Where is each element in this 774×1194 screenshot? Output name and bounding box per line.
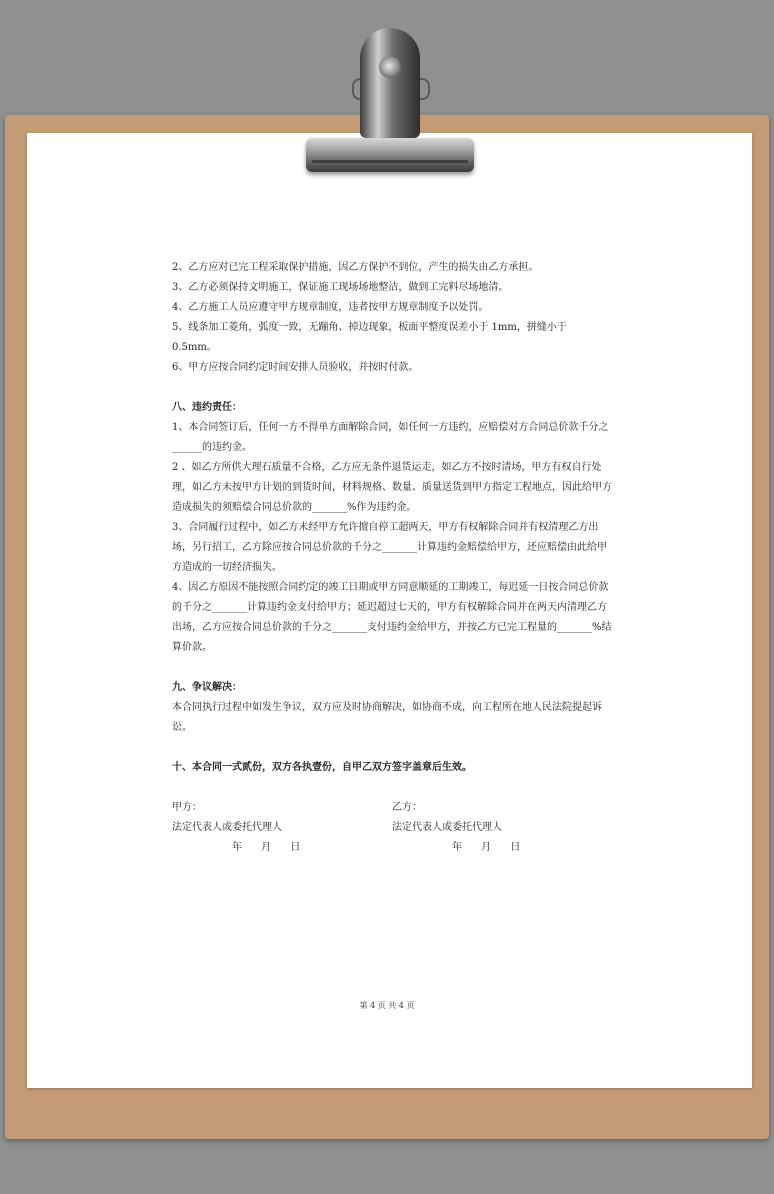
- clip-base-edge: [312, 160, 468, 163]
- party-b-label: 乙方：: [392, 802, 422, 813]
- section-9-text: 本合同执行过程中如发生争议，双方应及时协商解决，如协商不成，向工程所在地人民法院提起诉讼。: [172, 702, 602, 733]
- section-9-title: 九、争议解决：: [172, 682, 242, 693]
- clause-5: 5、线条加工菱角，弧度一致，无蹦角、掉边现象，板面平整度误差小于 1mm，拼缝小于 0.5mm。: [172, 322, 567, 353]
- signature-party-b: [392, 798, 612, 858]
- section-8-item-4: 4、因乙方原因不能按照合同约定的竣工日期或甲方同意顺延的工期竣工，每迟延一日按合同总价款的千分之_______计算违约金支付给甲方；延迟超过七天的，甲方有权解除合同并在两天内清理乙方出场，乙方应按合同总价款的千分之_______支付违约金给甲方，并按乙方已完工程量的_______%结算价款。: [172, 582, 612, 653]
- clause-2: 2、乙方应对已完工程采取保护措施，因乙方保护不到位，产生的损失由乙方承担。: [172, 262, 539, 273]
- signature-party-a: [172, 798, 392, 858]
- clause-4: 4、乙方施工人员应遵守甲方规章制度，违者按甲方规章制度予以处罚。: [172, 302, 489, 313]
- section-8-item-1: 1、本合同签订后，任何一方不得单方面解除合同，如任何一方违约，应赔偿对方合同总价款千分之______的违约金。: [172, 422, 609, 453]
- clip-base: [306, 138, 474, 172]
- section-8-title: 八、违约责任：: [172, 402, 242, 413]
- party-b-rep: 法定代表人或委托代理人: [392, 822, 502, 833]
- section-8-item-3: 3、合同履行过程中，如乙方未经甲方允许擅自停工超两天，甲方有权解除合同并有权清理乙方出场，另行招工，乙方除应按合同总价款的千分之_______计算违约金赔偿给甲方，还应赔偿由此给甲方造成的一切经济损失。: [172, 522, 607, 573]
- clause-3: 3、乙方必须保持文明施工，保证施工现场场地整洁，做到工完料尽场地清。: [172, 282, 509, 293]
- clause-6: 6、甲方应按合同约定时间安排人员验收，并按时付款。: [172, 362, 419, 373]
- section-8-item-2: 2 、如乙方所供大理石质量不合格，乙方应无条件退货运走，如乙方不按时清场，甲方有权自行处理，如乙方未按甲方计划的到货时间，材料规格、数量、质量送货到甲方指定工程地点，因此给甲方造成损失的须赔偿合同总价款的_______%作为违约金。: [172, 462, 612, 513]
- document-body: [172, 258, 612, 858]
- page-footer: 第 4 页 共 4 页: [359, 1001, 415, 1010]
- party-a-date: 年 月 日: [232, 842, 303, 853]
- party-b-date: 年 月 日: [452, 842, 523, 853]
- party-a-label: 甲方：: [172, 802, 202, 813]
- signature-block: [172, 798, 612, 858]
- party-a-rep: 法定代表人或委托代理人: [172, 822, 282, 833]
- section-10-title: 十、本合同一式贰份，双方各执壹份，自甲乙双方签字盖章后生效。: [172, 762, 472, 773]
- clip-lever: [360, 28, 420, 138]
- clip-rivet-icon: [379, 56, 401, 78]
